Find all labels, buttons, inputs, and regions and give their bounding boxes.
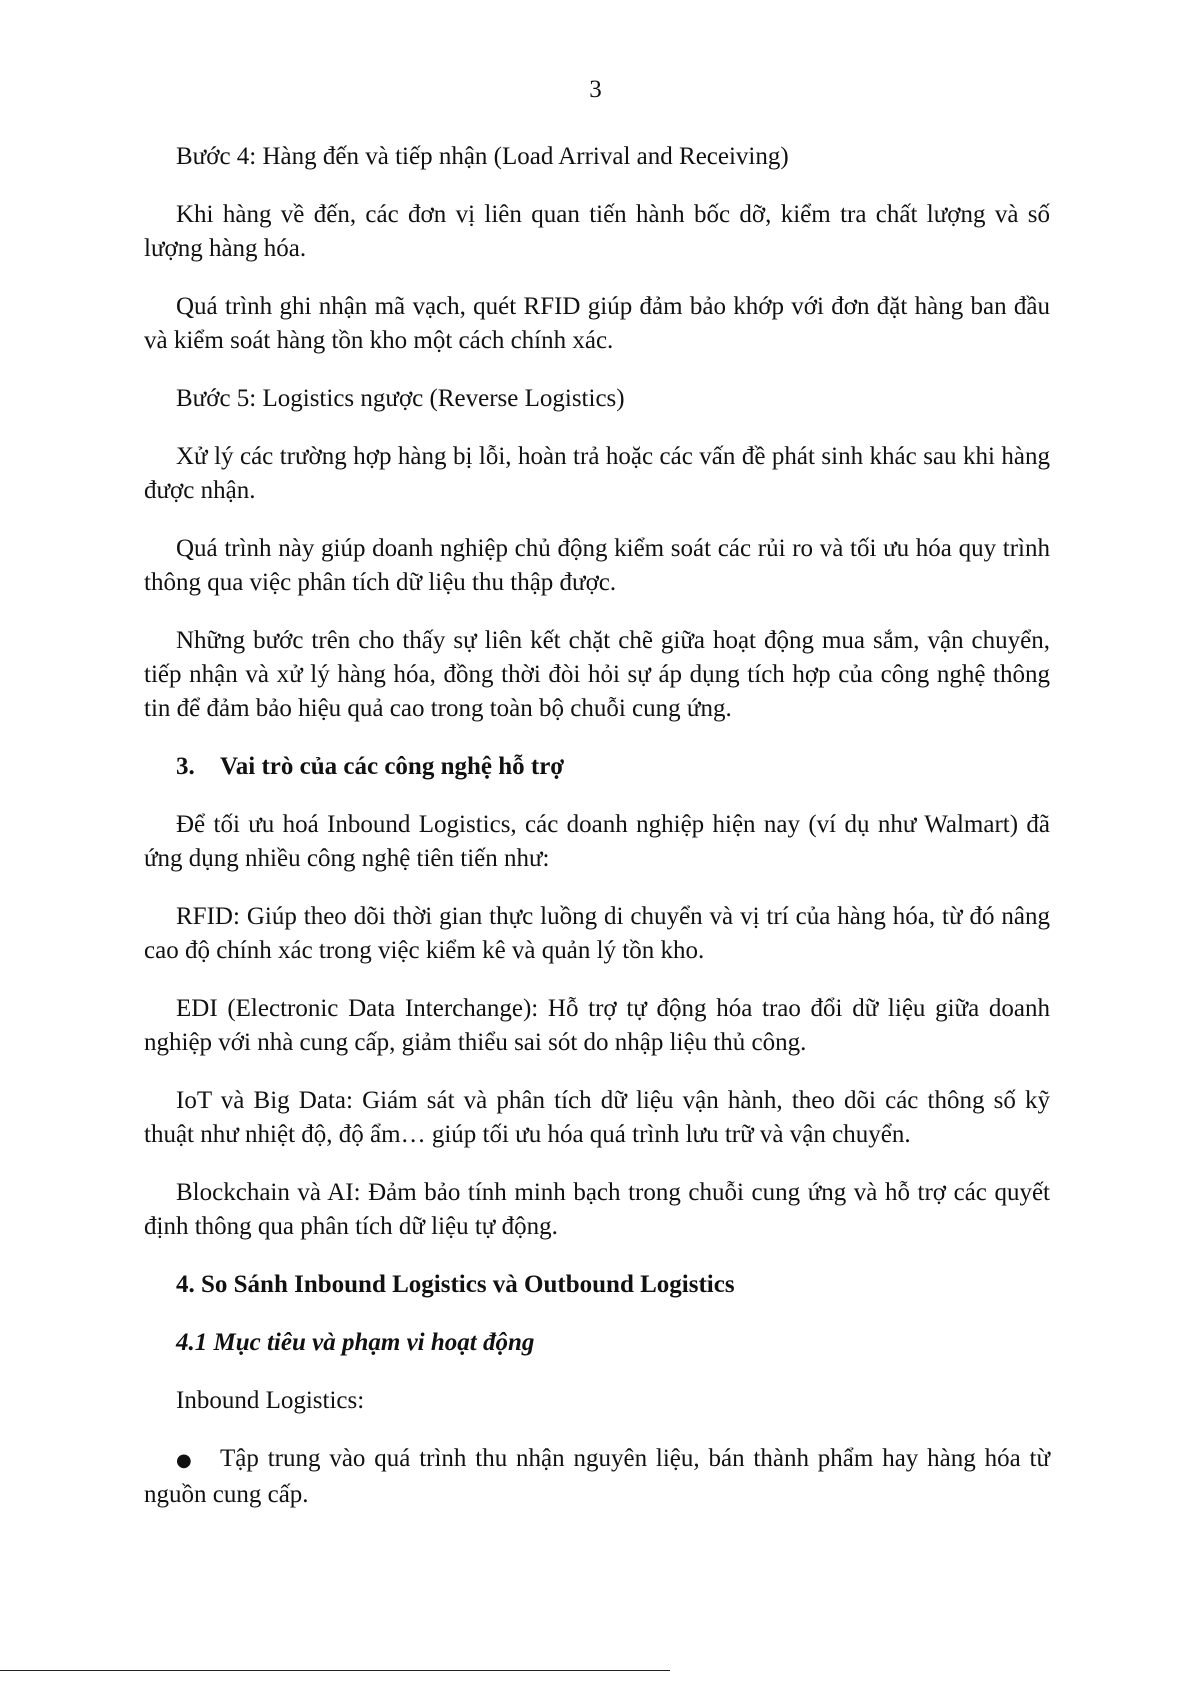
rfid-paragraph: RFID: Giúp theo dõi thời gian thực luồng di chuyển và vị trí của hàng hóa, từ đó nâng cao độ chính xác trong việc kiểm kê và quản lý tồn kho. xyxy=(144,903,1050,964)
section-3-intro: Để tối ưu hoá Inbound Logistics, các doanh nghiệp hiện nay (ví dụ như Walmart) đã ứng dụng nhiều công nghệ tiên tiến như: xyxy=(144,811,1050,872)
inbound-bullet-text: Tập trung vào quá trình thu nhận nguyên liệu, bán thành phẩm hay hàng hóa từ nguồn cung cấp. xyxy=(144,1445,1050,1508)
step4-paragraph-1: Khi hàng về đến, các đơn vị liên quan tiến hành bốc dỡ, kiểm tra chất lượng và số lượng hàng hóa. xyxy=(144,201,1050,262)
step5-title: Bước 5: Logistics ngược (Reverse Logistics) xyxy=(176,385,625,412)
step4-paragraph-2: Quá trình ghi nhận mã vạch, quét RFID giúp đảm bảo khớp với đơn đặt hàng ban đầu và kiểm soát hàng tồn kho một cách chính xác. xyxy=(144,293,1050,354)
page-number: 3 xyxy=(589,76,602,103)
footer-divider xyxy=(0,1670,670,1671)
section-3-title: Vai trò của các công nghệ hỗ trợ xyxy=(220,753,565,780)
step5-paragraph-2: Quá trình này giúp doanh nghiệp chủ động kiểm soát các rủi ro và tối ưu hóa quy trình thông qua việc phân tích dữ liệu thu thập được. xyxy=(144,535,1050,596)
blockchain-ai-paragraph: Blockchain và AI: Đảm bảo tính minh bạch trong chuỗi cung ứng và hỗ trợ các quyết định thông qua phân tích dữ liệu tự động. xyxy=(144,1179,1050,1240)
steps-summary-paragraph: Những bước trên cho thấy sự liên kết chặt chẽ giữa hoạt động mua sắm, vận chuyển, tiếp nhận và xử lý hàng hóa, đồng thời đòi hỏi sự áp dụng tích hợp của công nghệ thông tin để đảm bảo hiệu quả cao trong toàn bộ chuỗi cung ứng. xyxy=(144,627,1050,722)
document-body xyxy=(144,140,1050,1536)
step5-paragraph-1: Xử lý các trường hợp hàng bị lỗi, hoàn trả hoặc các vấn đề phát sinh khác sau khi hàng được nhận. xyxy=(144,443,1050,504)
iot-bigdata-paragraph: IoT và Big Data: Giám sát và phân tích dữ liệu vận hành, theo dõi các thông số kỹ thuật như nhiệt độ, độ ẩm… giúp tối ưu hóa quá trình lưu trữ và vận chuyển. xyxy=(144,1087,1050,1148)
section-3-heading xyxy=(176,750,1050,784)
section-4-heading: 4. So Sánh Inbound Logistics và Outbound Logistics xyxy=(176,1271,735,1298)
step4-title: Bước 4: Hàng đến và tiếp nhận (Load Arrival and Receiving) xyxy=(176,143,789,170)
inbound-bullet-item xyxy=(144,1442,1050,1512)
edi-paragraph: EDI (Electronic Data Interchange): Hỗ trợ tự động hóa trao đổi dữ liệu giữa doanh nghiệp với nhà cung cấp, giảm thiểu sai sót do nhập liệu thủ công. xyxy=(144,995,1050,1056)
section-3-number: 3. xyxy=(176,753,195,780)
bullet-icon: ● xyxy=(176,1450,192,1471)
section-4-1-heading: 4.1 Mục tiêu và phạm vi hoạt động xyxy=(176,1329,535,1356)
inbound-logistics-label: Inbound Logistics: xyxy=(176,1387,365,1414)
